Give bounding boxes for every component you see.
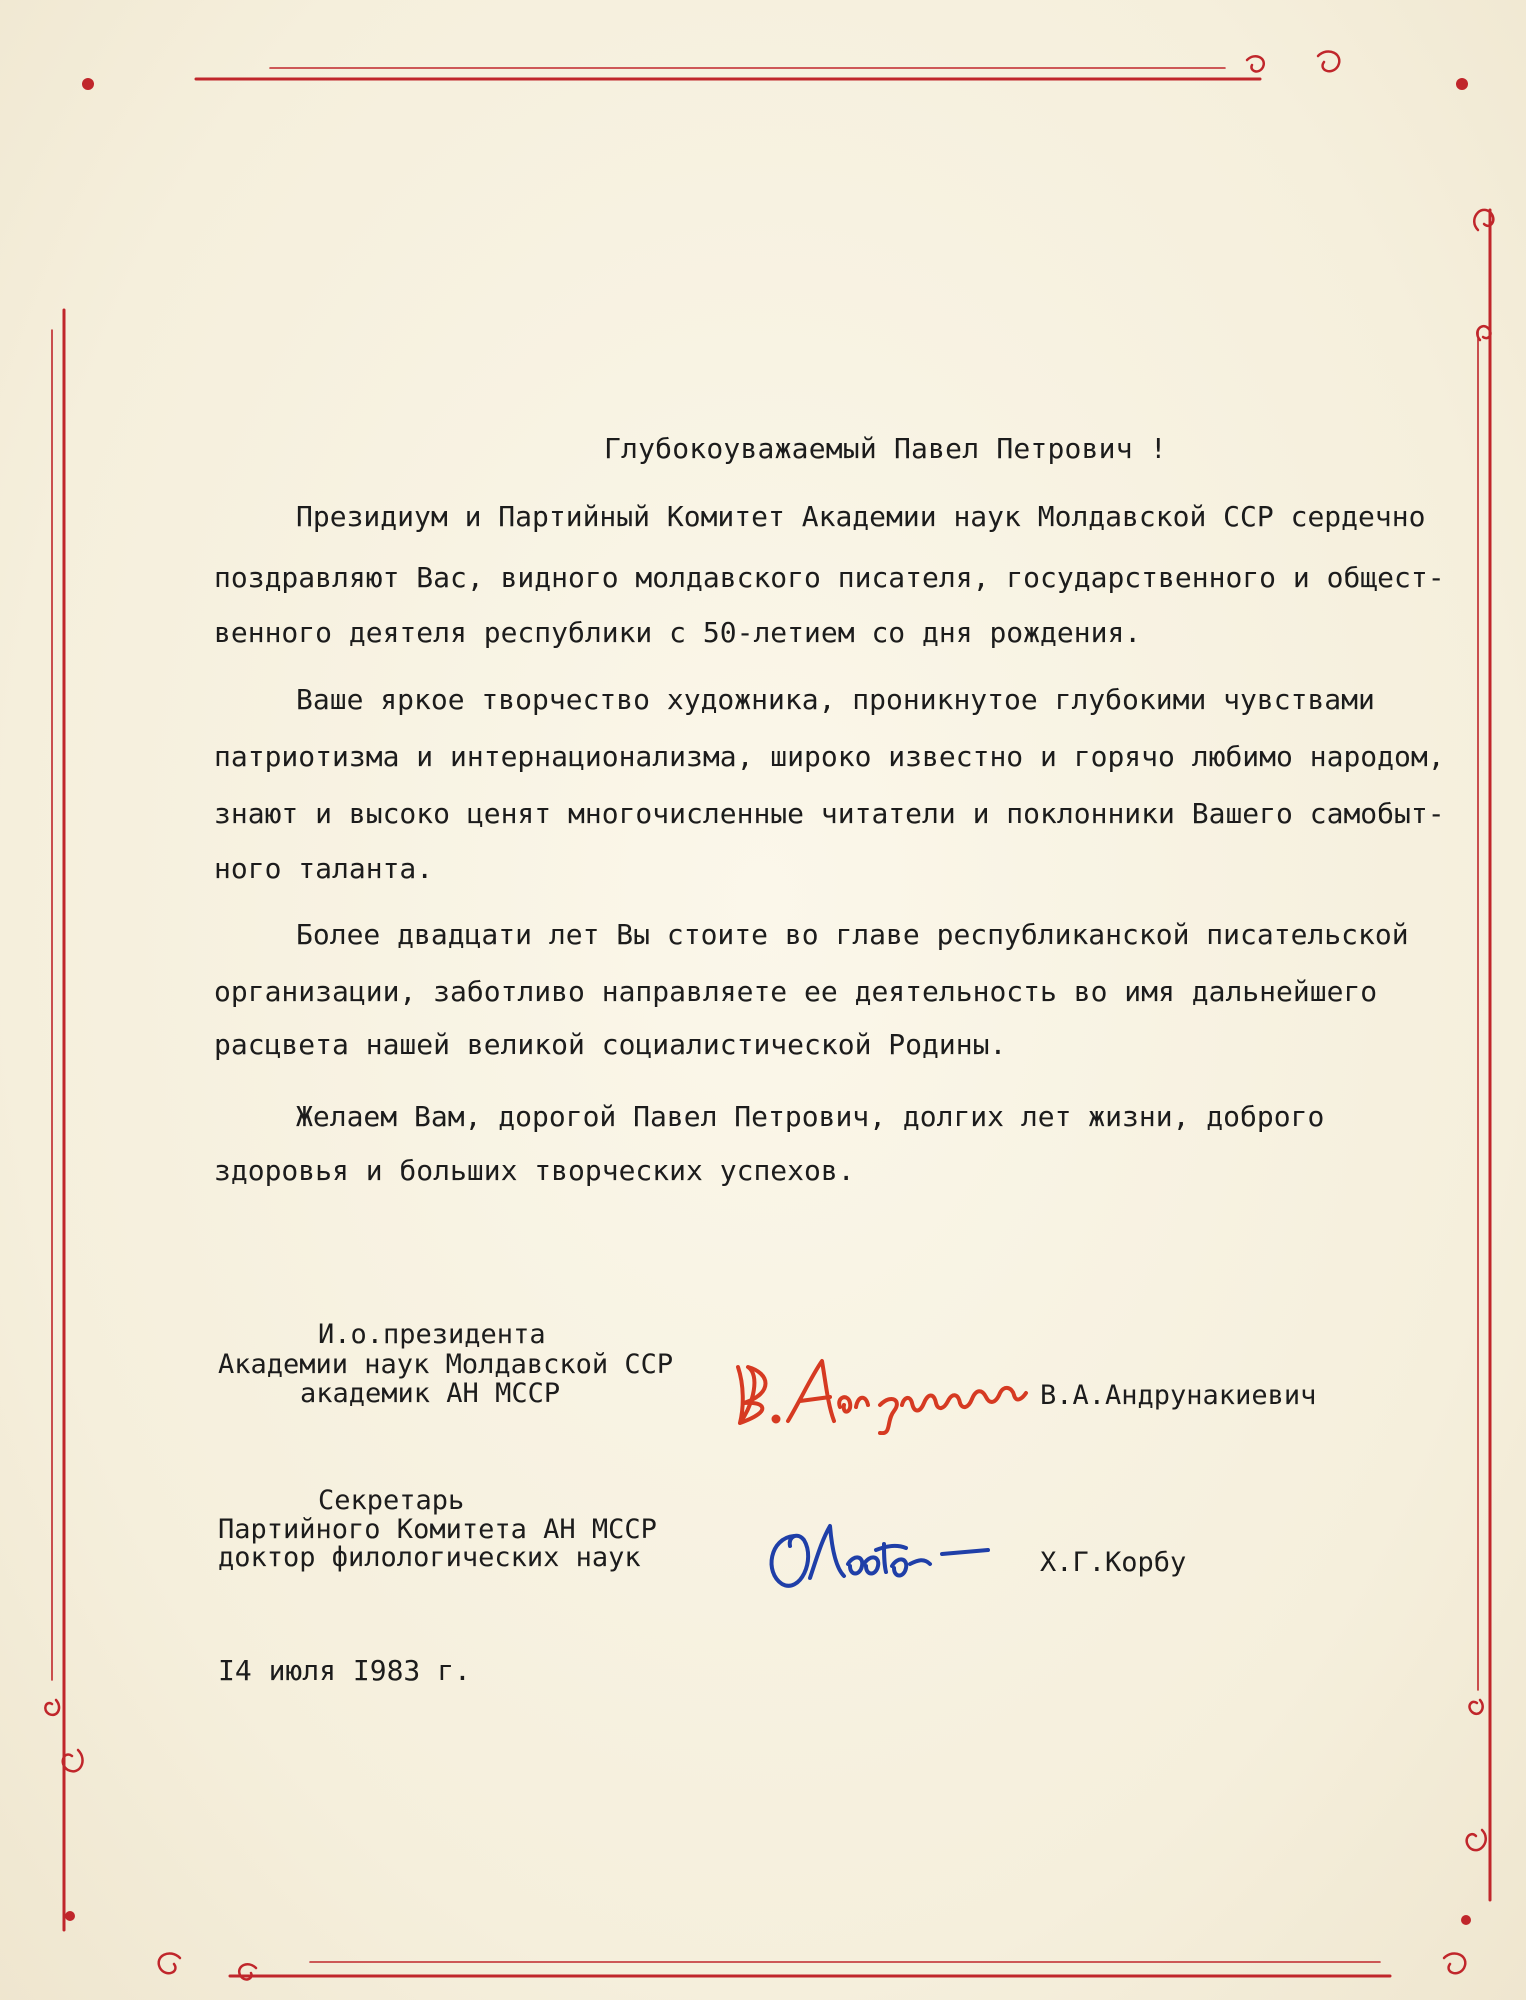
signature-andrunakievich [730, 1345, 1050, 1435]
signatory-2-name: Х.Г.Корбу [1040, 1547, 1187, 1578]
paragraph-3-line-3: расцвета нашей великой социалистической Родины. [214, 1028, 1007, 1061]
signatory-1-title-line-3: академик АН МССР [300, 1378, 561, 1409]
signature-korbu [760, 1510, 1000, 1600]
signatory-1-title-line-1: И.о.президента [318, 1319, 546, 1350]
paragraph-4-line-1: Желаем Вам, дорогой Павел Петрович, долгих лет жизни, доброго [296, 1100, 1325, 1133]
salutation: Глубокоуважаемый Павел Петрович ! [604, 432, 1167, 465]
paragraph-3-line-2: организации, заботливо направляете ее деятельность во имя дальнейшего [214, 975, 1378, 1008]
signatory-1-title-line-2: Академии наук Молдавской ССР [218, 1349, 674, 1380]
letter-date: I4 июля I983 г. [218, 1654, 471, 1687]
paragraph-1-line-3: венного деятеля республики с 50-летием со дня рождения. [214, 616, 1142, 649]
paragraph-2-line-4: ного таланта. [214, 852, 434, 885]
paragraph-1-line-1: Президиум и Партийный Комитет Академии наук Молдавской ССР сердечно [296, 500, 1426, 533]
paragraph-2-line-2: патриотизма и интернационализма, широко известно и горячо любимо народом, [214, 740, 1445, 773]
paragraph-3-line-1: Более двадцати лет Вы стоите во главе республиканской писательской [296, 918, 1409, 951]
signatory-1-name: В.А.Андрунакиевич [1040, 1380, 1317, 1411]
signatory-2-title-line-2: Партийного Комитета АН МССР [218, 1514, 657, 1545]
paragraph-4-line-2: здоровья и больших творческих успехов. [214, 1154, 855, 1187]
signatory-2-title-line-3: доктор филологических наук [218, 1542, 641, 1573]
paragraph-1-line-2: поздравляют Вас, видного молдавского писателя, государственного и общест- [214, 561, 1445, 594]
signatory-2-title-line-1: Секретарь [318, 1485, 465, 1516]
paragraph-2-line-3: знают и высоко ценят многочисленные читатели и поклонники Вашего самобыт- [214, 797, 1445, 830]
paragraph-2-line-1: Ваше яркое творчество художника, проникнутое глубокими чувствами [296, 683, 1375, 716]
